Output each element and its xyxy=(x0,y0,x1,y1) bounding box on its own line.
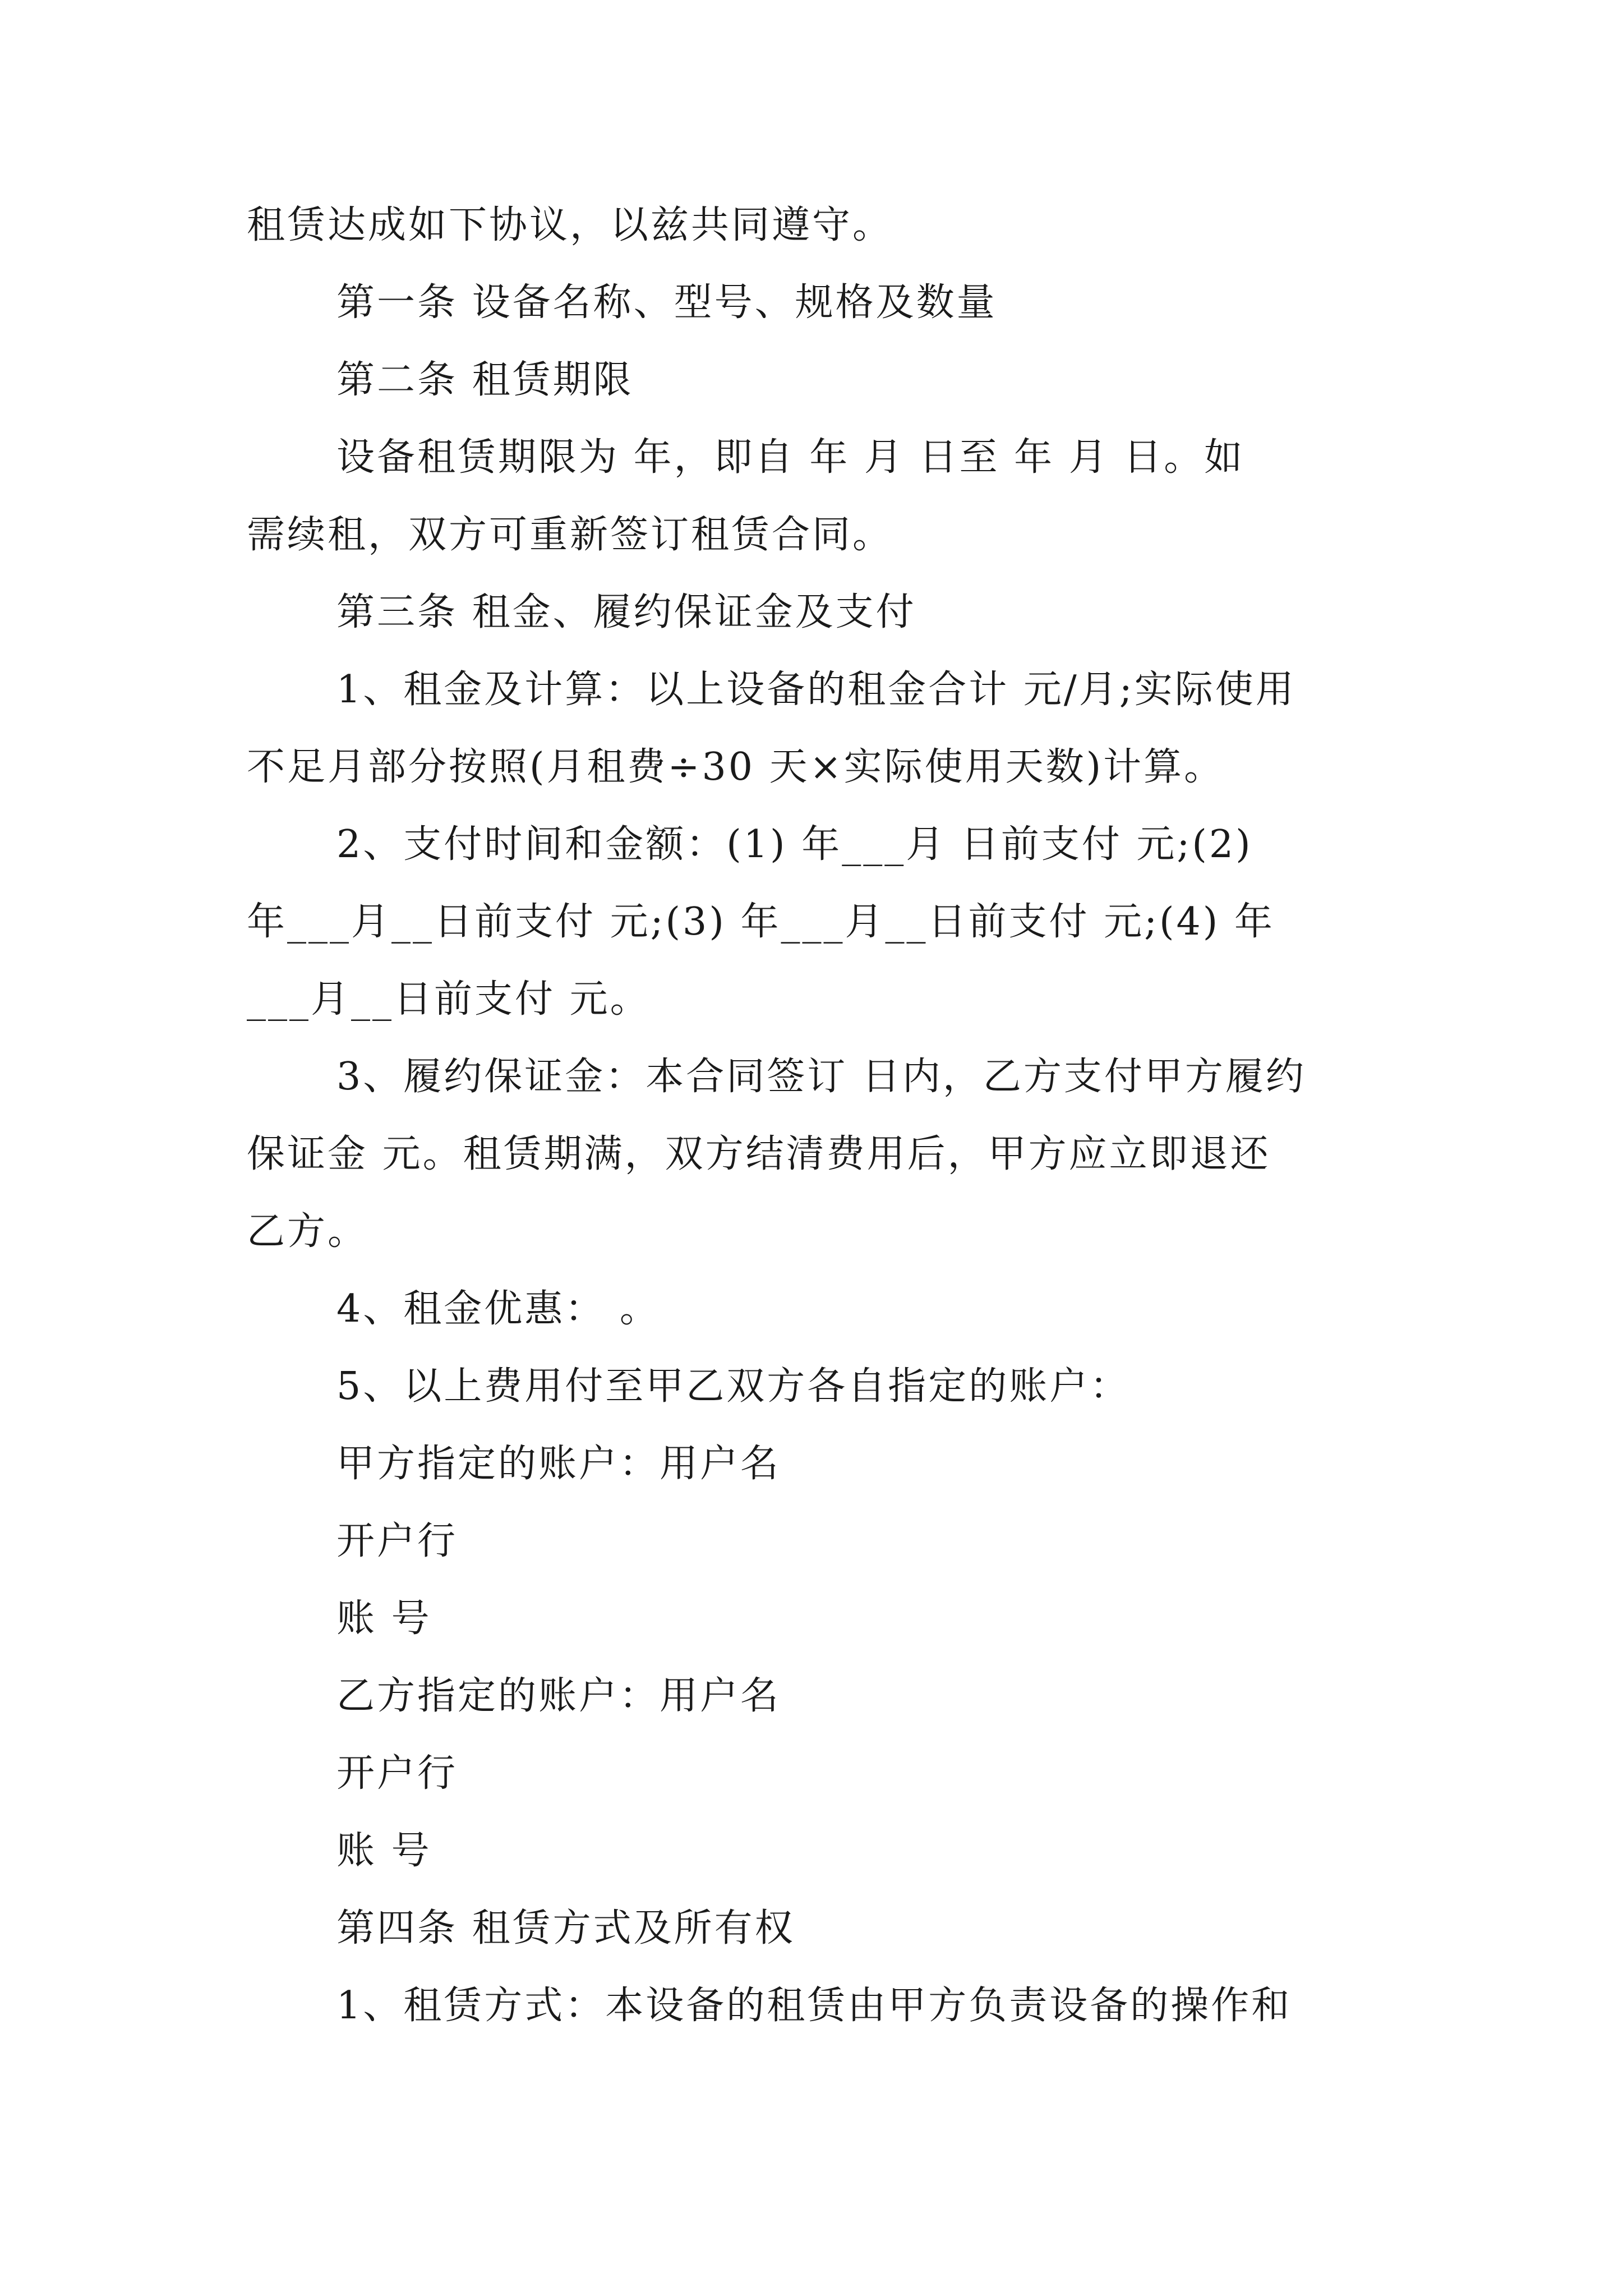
text-line-rent-partial: 不足月部分按照(月租费÷30 天×实际使用天数)计算。 xyxy=(247,745,1225,789)
article-1-heading: 第一条 设备名称、型号、规格及数量 xyxy=(336,280,997,325)
text-line-rent-calc: 1、租金及计算：以上设备的租金合计 元/月;实际使用 xyxy=(336,668,1296,712)
text-line-deposit-1: 3、履约保证金：本合同签订 日内，乙方支付甲方履约 xyxy=(336,1055,1306,1099)
text-line-intro: 租赁达成如下协议，以兹共同遵守。 xyxy=(247,203,893,247)
text-line-payment-1: 2、支付时间和金额：(1) 年___月 日前支付 元;(2) xyxy=(336,822,1253,867)
text-line-lease-term: 设备租赁期限为 年，即自 年 月 日至 年 月 日。如 xyxy=(336,435,1245,480)
text-line-party-b-number: 账 号 xyxy=(336,1829,432,1873)
text-line-lease-method: 1、租赁方式：本设备的租赁由甲方负责设备的操作和 xyxy=(336,1984,1292,2028)
text-line-deposit-3: 乙方。 xyxy=(247,1209,368,1254)
text-line-payment-3: ___月__日前支付 元。 xyxy=(247,977,651,1022)
text-line-rent-discount: 4、租金优惠： 。 xyxy=(336,1287,660,1331)
text-line-party-b-bank: 开户行 xyxy=(336,1751,458,1796)
text-line-lease-renewal: 需续租，双方可重新签订租赁合同。 xyxy=(247,513,893,557)
text-line-deposit-2: 保证金 元。租赁期满，双方结清费用后，甲方应立即退还 xyxy=(247,1132,1271,1176)
article-3-heading: 第三条 租金、履约保证金及支付 xyxy=(336,590,916,634)
article-4-heading: 第四条 租赁方式及所有权 xyxy=(336,1906,795,1950)
text-line-party-a-account: 甲方指定的账户：用户名 xyxy=(336,1442,781,1486)
text-line-accounts-intro: 5、以上费用付至甲乙双方各自指定的账户： xyxy=(336,1364,1131,1409)
text-line-payment-2: 年___月__日前支付 元;(3) 年___月__日前支付 元;(4) 年 xyxy=(247,900,1275,944)
text-line-party-b-account: 乙方指定的账户：用户名 xyxy=(336,1674,781,1718)
text-line-party-a-bank: 开户行 xyxy=(336,1519,458,1563)
article-2-heading: 第二条 租赁期限 xyxy=(336,358,634,402)
text-line-party-a-number: 账 号 xyxy=(336,1596,432,1641)
